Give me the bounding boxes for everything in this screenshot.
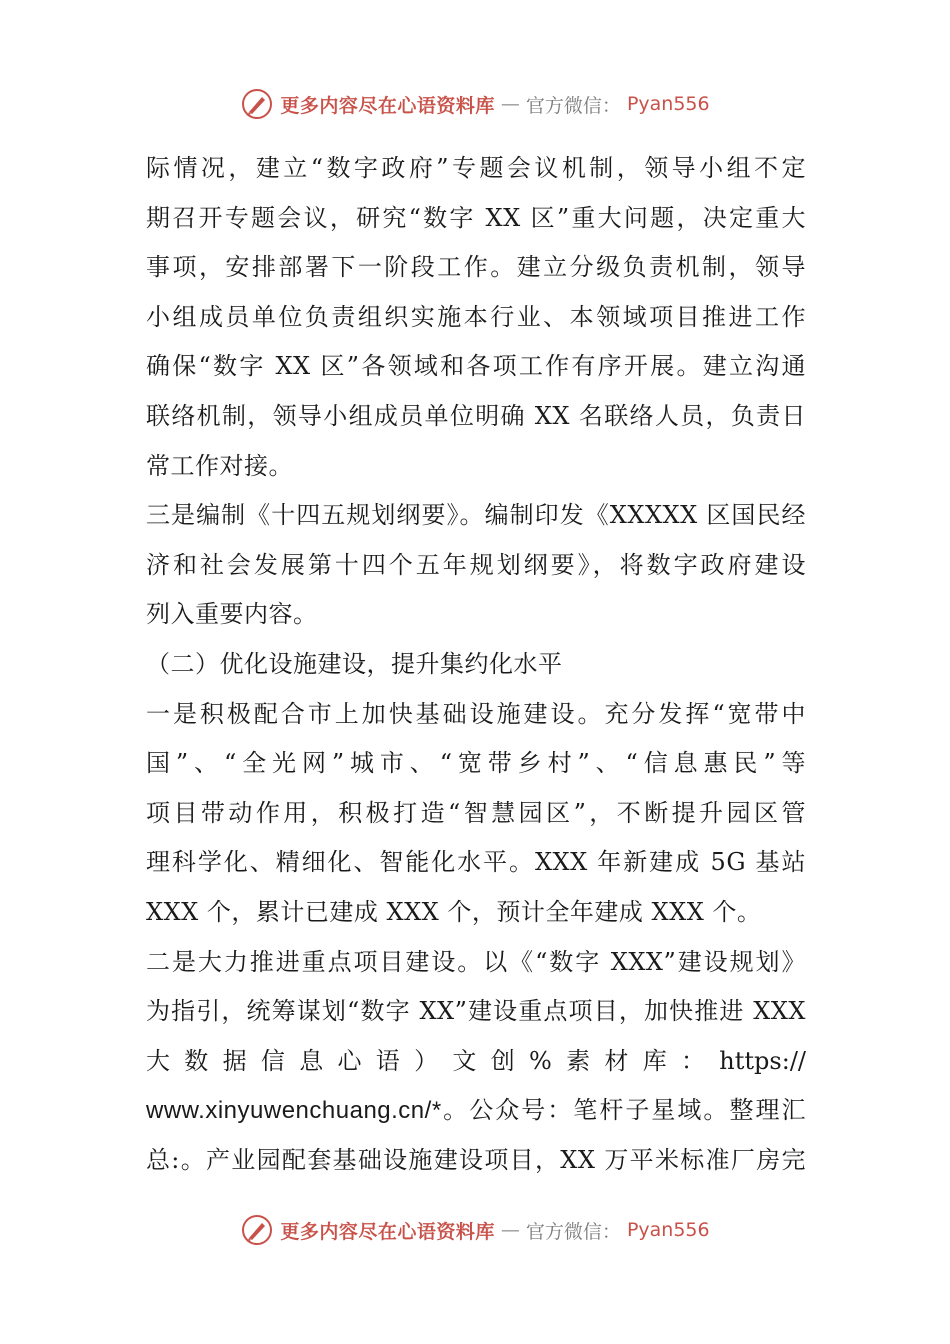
body-line: 确保“数字 XX 区”各领域和各项工作有序开展。建立沟通 [146,352,806,381]
banner-separator: — [500,93,520,115]
body-line: 理科学化、精细化、智能化水平。XXX 年新建成 5G 基站 [146,848,806,877]
body-line: 大数据信息心语）文创%素材库：https:// [146,1046,806,1075]
body-line: 项目带动作用，积极打造“智慧园区”，不断提升园区管 [146,798,806,827]
body-line: 国”、“全光网”城市、“宽带乡村”、“信息惠民”等 [146,749,806,778]
body-line: 小组成员单位负责组织实施本行业、本领域项目推进工作 [146,302,806,331]
banner-wechat-id: Pyan556 [626,93,710,115]
banner-wechat-label: 官方微信： [525,1220,621,1243]
banner-brand-text: 更多内容尽在心语资料库 [280,1220,495,1243]
body-line: 期召开专题会议，研究“数字 XX 区”重大问题，决定重大 [146,203,806,232]
body-line: 常工作对接。 [146,451,293,480]
pen-logo-icon [240,87,274,121]
banner-brand-text: 更多内容尽在心语资料库 [280,94,495,117]
body-line-url: www.xinyuwenchuang.cn/*。公众号：笔杆子星域。整理汇 [146,1097,806,1125]
body-line: 联络机制，领导小组成员单位明确 XX 名联络人员，负责日 [146,401,806,430]
banner-wechat-id: Pyan556 [626,1219,710,1241]
body-line: XXX 个，累计已建成 XXX 个，预计全年建成 XXX 个。 [146,897,762,926]
body-line: 济和社会发展第十四个五年规划纲要》，将数字政府建设 [146,550,806,579]
document-body [146,144,806,1185]
body-line: 总:。产业园配套基础设施建设项目，XX 万平米标准厂房完 [146,1145,806,1174]
body-line: 际情况，建立“数字政府”专题会议机制，领导小组不定 [146,154,806,182]
body-line: 三是编制《十四五规划纲要》。编制印发《XXXXX 区国民经 [146,501,806,530]
footer-watermark-banner [0,1210,950,1250]
body-line: 列入重要内容。 [146,600,318,629]
banner-separator: — [500,1219,520,1241]
body-line: 二是大力推进重点项目建设。以《“数字 XXX”建设规划》 [146,947,806,976]
header-watermark-banner [0,84,950,124]
body-line: 为指引，统筹谋划“数字 XX”建设重点项目，加快推进 XXX [146,997,806,1026]
banner-wechat-label: 官方微信： [525,94,621,117]
section-heading: （二）优化设施建设，提升集约化水平 [146,649,563,678]
body-line: 一是积极配合市上加快基础设施建设。充分发挥“宽带中 [146,699,806,728]
pen-logo-icon [240,1213,274,1247]
body-line: 事项，安排部署下一阶段工作。建立分级负责机制，领导 [146,253,806,282]
